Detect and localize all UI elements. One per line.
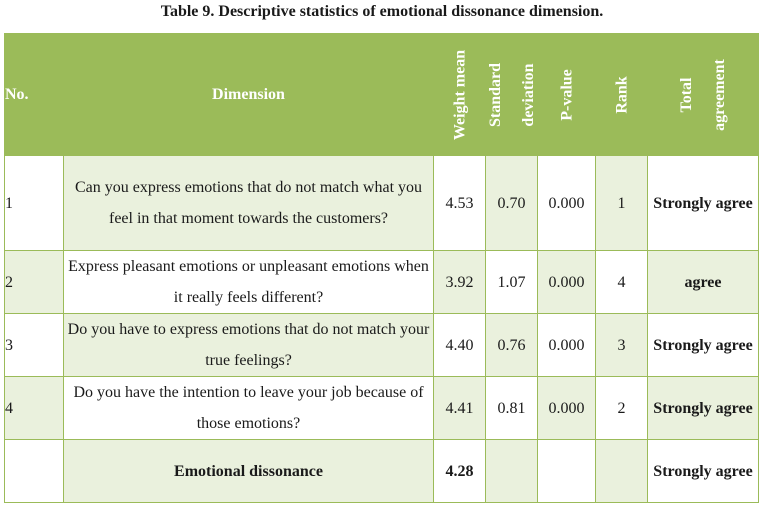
header-p-value [538,34,596,156]
header-standard-deviation [486,34,538,156]
cell-dimension: Do you have to express emotions that do not match your true feelings? [64,314,434,377]
cell-p-value: 0.000 [538,156,596,251]
header-std-label [479,62,545,126]
cell-mean: 4.41 [434,377,486,440]
header-dimension: Dimension [64,34,434,156]
cell-agreement: Strongly agree [648,314,759,377]
cell-std: 0.70 [486,156,538,251]
header-rank-label: Rank [613,75,630,114]
cell-mean: 3.92 [434,251,486,314]
cell-no-empty [5,440,64,503]
cell-no: 3 [5,314,64,377]
header-std-line2: deviation [519,62,537,127]
header-row [5,34,759,156]
cell-agreement: Strongly agree [648,377,759,440]
cell-p-value: 0.000 [538,251,596,314]
table-row [5,251,759,314]
cell-p-value: 0.000 [538,314,596,377]
cell-mean: 4.40 [434,314,486,377]
cell-std-empty [486,440,538,503]
total-mean: 4.28 [434,440,486,503]
header-total-label [670,59,736,131]
cell-no: 2 [5,251,64,314]
statistics-table [4,33,759,503]
cell-rank: 4 [596,251,648,314]
header-weight-mean-label: Weight mean [451,49,468,140]
cell-dimension: Express pleasant emotions or unpleasant emotions when it really feels different? [64,251,434,314]
cell-p-value: 0.000 [538,377,596,440]
header-p-value-label: P-value [558,68,575,121]
cell-agreement: Strongly agree [648,156,759,251]
cell-rank: 3 [596,314,648,377]
cell-std: 0.81 [486,377,538,440]
table-body [5,156,759,503]
header-total-agreement [648,34,759,156]
cell-p-value-empty [538,440,596,503]
table-header [5,34,759,156]
header-no: No. [5,34,64,156]
cell-dimension: Can you express emotions that do not match what you feel in that moment towards the customers? [64,156,434,251]
table-row [5,314,759,377]
header-total-line1: Total [678,77,695,112]
cell-agreement: agree [648,251,759,314]
header-rank [596,34,648,156]
total-agreement: Strongly agree [648,440,759,503]
header-weight-mean [434,34,486,156]
total-row [5,440,759,503]
table-row [5,156,759,251]
table-caption: Table 9. Descriptive statistics of emotional dissonance dimension. [160,3,604,20]
cell-dimension: Do you have the intention to leave your job because of those emotions? [64,377,434,440]
cell-rank-empty [596,440,648,503]
cell-no: 1 [5,156,64,251]
cell-no: 4 [5,377,64,440]
cell-rank: 1 [596,156,648,251]
cell-std: 1.07 [486,251,538,314]
cell-std: 0.76 [486,314,538,377]
cell-mean: 4.53 [434,156,486,251]
cell-rank: 2 [596,377,648,440]
table-row [5,377,759,440]
total-label: Emotional dissonance [64,440,434,503]
header-std-line1: Standard [486,62,504,127]
header-total-line2: agreement [711,58,728,131]
